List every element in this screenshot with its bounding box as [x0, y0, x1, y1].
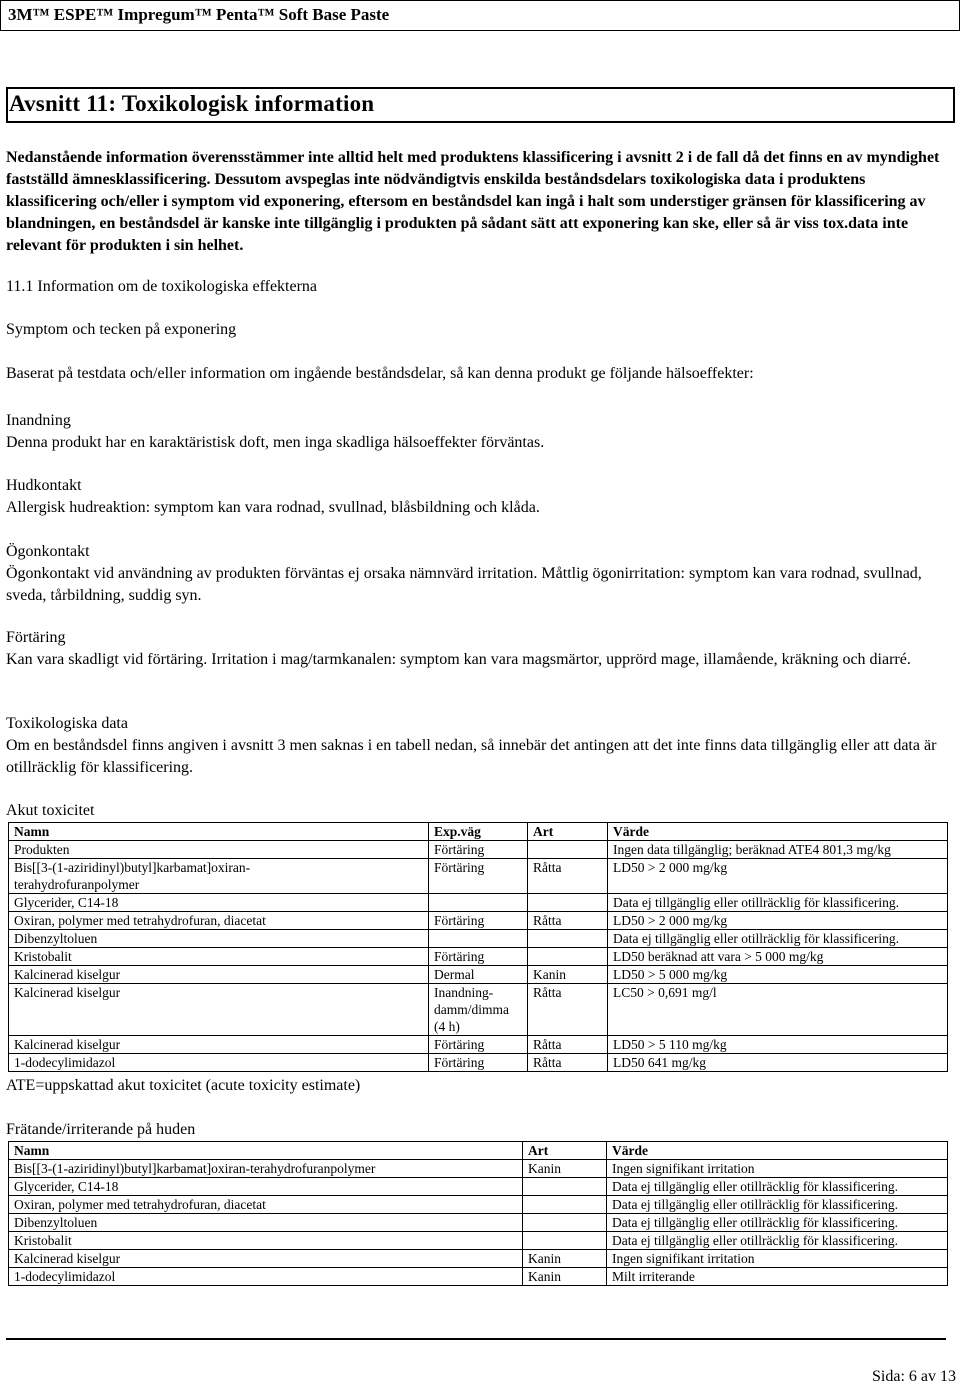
- cell-species: [523, 1214, 607, 1232]
- cell-value: LD50 > 5 000 mg/kg: [608, 966, 948, 984]
- effect-ingestion: [6, 627, 951, 671]
- effect-text: Allergisk hudreaktion: symptom kan vara rodnad, svullnad, blåsbildning och klåda.: [6, 499, 540, 516]
- cell-route: Förtäring: [429, 859, 528, 894]
- cell-species: Råtta: [528, 1036, 608, 1054]
- cell-species: Kanin: [523, 1268, 607, 1286]
- cell-route: Förtäring: [429, 1054, 528, 1072]
- cell-name: Dibenzyltoluen: [9, 930, 429, 948]
- cell-route: Dermal: [429, 966, 528, 984]
- cell-route: [429, 930, 528, 948]
- table-row: [9, 894, 948, 912]
- subsection-11-1: 11.1 Information om de toxikologiska effekterna: [6, 278, 318, 295]
- table-row: [9, 948, 948, 966]
- cell-species: [528, 894, 608, 912]
- cell-species: [523, 1196, 607, 1214]
- cell-value: LC50 > 0,691 mg/l: [608, 984, 948, 1036]
- cell-value: LD50 > 2 000 mg/kg: [608, 912, 948, 930]
- cell-name: Kalcinerad kiselgur: [9, 1250, 523, 1268]
- effect-text: Kan vara skadligt vid förtäring. Irritation i mag/tarmkanalen: symptom kan vara magsmärtor, upprörd mage, illamående, kräkning och diarré.: [6, 651, 911, 668]
- cell-name: Bis[[3-(1-aziridinyl)butyl]karbamat]oxiran-terahydrofuranpolymer: [9, 1160, 523, 1178]
- cell-route: Förtäring: [429, 948, 528, 966]
- table-row: [9, 1232, 948, 1250]
- table-row: [9, 984, 948, 1036]
- cell-name: Oxiran, polymer med tetrahydrofuran, diacetat: [9, 1196, 523, 1214]
- column-header: Namn: [9, 823, 429, 841]
- ate-note: ATE=uppskattad akut toxicitet (acute toxicity estimate): [6, 1077, 361, 1094]
- table-row: [9, 841, 948, 859]
- cell-value: Ingen data tillgänglig; beräknad ATE4 801,3 mg/kg: [608, 841, 948, 859]
- cell-route: Förtäring: [429, 912, 528, 930]
- symptom-heading: Symptom och tecken på exponering: [6, 321, 237, 338]
- cell-species: [528, 948, 608, 966]
- table-row: [9, 1214, 948, 1232]
- effect-heading: Inandning: [6, 412, 71, 429]
- skin-irritation-table: [8, 1141, 948, 1286]
- cell-species: Kanin: [523, 1250, 607, 1268]
- cell-value: Data ej tillgänglig eller otillräcklig för klassificering.: [608, 894, 948, 912]
- cell-name: Dibenzyltoluen: [9, 1214, 523, 1232]
- cell-species: Råtta: [528, 912, 608, 930]
- cell-species: Råtta: [528, 859, 608, 894]
- table-header-row: [9, 1142, 948, 1160]
- effect-heading: Förtäring: [6, 629, 66, 646]
- cell-name: Produkten: [9, 841, 429, 859]
- column-header: Namn: [9, 1142, 523, 1160]
- cell-species: [528, 841, 608, 859]
- acute-toxicity-table: [8, 822, 948, 1072]
- cell-species: [528, 930, 608, 948]
- cell-route: Inandning-damm/dimma (4 h): [429, 984, 528, 1036]
- cell-value: Data ej tillgänglig eller otillräcklig för klassificering.: [607, 1196, 948, 1214]
- cell-species: [523, 1232, 607, 1250]
- cell-species: Kanin: [528, 966, 608, 984]
- intro-paragraph: Nedanstående information överensstämmer inte alltid helt med produktens klassificering i avsnitt 2 i de fall då det finns en av myndighet fastställd ämnesklassificering. Dessutom avspeglas inte nödvändigtvis enskilda beståndsdelars toxikologiska data i produktens klassificering och/eller i symptom vid exponering, eftersom en beståndsdel kan ingå i halt som understiger gränsen för klassificering av blandningen, en beståndsdel är kanske inte tillgänglig i produkten på sådant sätt att exponering kan ske, eller så är viss tox.data inte relevant för produkten i sin helhet.: [6, 149, 940, 254]
- table-row: [9, 912, 948, 930]
- table-row: [9, 1268, 948, 1286]
- effect-inhalation: [6, 410, 951, 454]
- table-row: [9, 1250, 948, 1268]
- cell-name: Kalcinerad kiselgur: [9, 966, 429, 984]
- cell-value: Ingen signifikant irritation: [607, 1160, 948, 1178]
- cell-route: Förtäring: [429, 1036, 528, 1054]
- table-row: [9, 1054, 948, 1072]
- table-row: [9, 859, 948, 894]
- effect-eye-contact: [6, 541, 954, 607]
- toxicological-data: [6, 713, 951, 779]
- cell-name: Kristobalit: [9, 948, 429, 966]
- table-row: [9, 1036, 948, 1054]
- table-row: [9, 1196, 948, 1214]
- acute-toxicity-title: Akut toxicitet: [6, 802, 95, 819]
- cell-value: Data ej tillgänglig eller otillräcklig för klassificering.: [607, 1232, 948, 1250]
- cell-species: [523, 1178, 607, 1196]
- cell-name: Kalcinerad kiselgur: [9, 1036, 429, 1054]
- cell-name: 1-dodecylimidazol: [9, 1268, 523, 1286]
- cell-value: LD50 > 2 000 mg/kg: [608, 859, 948, 894]
- page-number: Sida: 6 av 13: [872, 1368, 956, 1385]
- document-title: 3M™ ESPE™ Impregum™ Penta™ Soft Base Paste: [8, 5, 390, 24]
- table-row: [9, 1178, 948, 1196]
- cell-species: Råtta: [528, 984, 608, 1036]
- column-header: Exp.väg: [429, 823, 528, 841]
- cell-route: [429, 894, 528, 912]
- cell-name: Glycerider, C14-18: [9, 894, 429, 912]
- based-on-text: Baserat på testdata och/eller information om ingående beståndsdelar, så kan denna produkt ge följande hälsoeffekter:: [6, 365, 754, 382]
- table-row: [9, 930, 948, 948]
- effect-heading: Hudkontakt: [6, 477, 82, 494]
- cell-route: Förtäring: [429, 841, 528, 859]
- section-title: Avsnitt 11: Toxikologisk information: [9, 91, 375, 116]
- effect-heading: Ögonkontakt: [6, 543, 90, 560]
- cell-species: Kanin: [523, 1160, 607, 1178]
- cell-species: Råtta: [528, 1054, 608, 1072]
- column-header: Art: [523, 1142, 607, 1160]
- column-header: Värde: [607, 1142, 948, 1160]
- cell-name: Oxiran, polymer med tetrahydrofuran, diacetat: [9, 912, 429, 930]
- effect-skin-contact: [6, 475, 951, 519]
- cell-value: LD50 beräknad att vara > 5 000 mg/kg: [608, 948, 948, 966]
- footer-divider: [6, 1338, 946, 1340]
- cell-name: Kalcinerad kiselgur: [9, 984, 429, 1036]
- table-row: [9, 1160, 948, 1178]
- column-header: Art: [528, 823, 608, 841]
- cell-value: Ingen signifikant irritation: [607, 1250, 948, 1268]
- table-header-row: [9, 823, 948, 841]
- effect-text: Denna produkt har en karaktäristisk doft, men inga skadliga hälsoeffekter förväntas.: [6, 434, 545, 451]
- cell-value: Data ej tillgänglig eller otillräcklig för klassificering.: [608, 930, 948, 948]
- cell-name: Kristobalit: [9, 1232, 523, 1250]
- cell-value: LD50 > 5 110 mg/kg: [608, 1036, 948, 1054]
- cell-name: Bis[[3-(1-aziridinyl)butyl]karbamat]oxiran-terahydrofuranpolymer: [9, 859, 429, 894]
- effect-heading: Toxikologiska data: [6, 715, 128, 732]
- effect-text: Ögonkontakt vid användning av produkten förväntas ej orsaka nämnvärd irritation. Måttlig ögonirritation: symptom kan vara rodnad, svullnad, sveda, tårbildning, suddig syn.: [6, 565, 922, 604]
- cell-value: Data ej tillgänglig eller otillräcklig för klassificering.: [607, 1178, 948, 1196]
- column-header: Värde: [608, 823, 948, 841]
- cell-value: Data ej tillgänglig eller otillräcklig för klassificering.: [607, 1214, 948, 1232]
- cell-name: 1-dodecylimidazol: [9, 1054, 429, 1072]
- cell-value: Milt irriterande: [607, 1268, 948, 1286]
- table-row: [9, 966, 948, 984]
- effect-text: Om en beståndsdel finns angiven i avsnitt 3 men saknas i en tabell nedan, så innebär det antingen att det inte finns data tillgänglig eller att data är otillräcklig för klassificering.: [6, 737, 937, 776]
- cell-value: LD50 641 mg/kg: [608, 1054, 948, 1072]
- skin-irritation-title: Frätande/irriterande på huden: [6, 1121, 196, 1138]
- cell-name: Glycerider, C14-18: [9, 1178, 523, 1196]
